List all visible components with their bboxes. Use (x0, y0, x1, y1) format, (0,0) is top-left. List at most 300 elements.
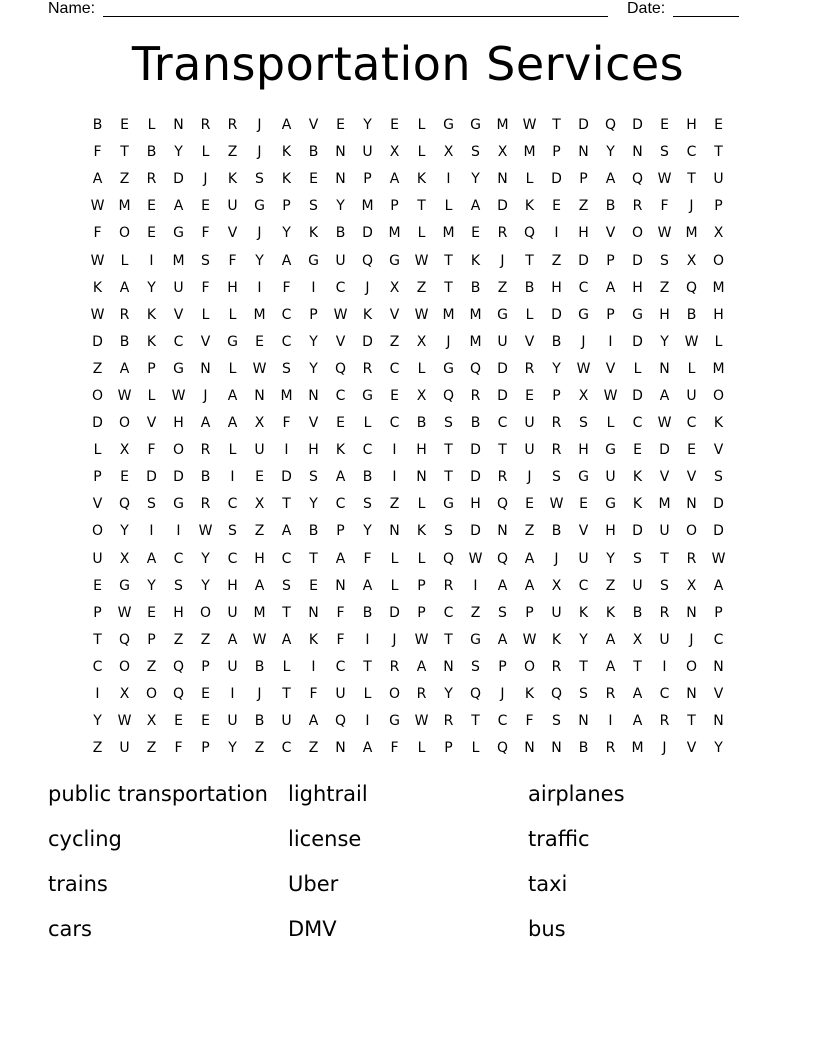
grid-letter: H (659, 306, 670, 323)
word-list-item: license (288, 827, 362, 851)
grid-letter: A (362, 577, 373, 594)
grid-letter: S (552, 469, 561, 486)
grid-letter: C (578, 577, 589, 594)
grid-letter: F (660, 198, 669, 215)
grid-letter: M (523, 144, 536, 161)
grid-letter: R (200, 117, 211, 134)
grid-letter: E (336, 117, 345, 134)
word-list-item: cycling (48, 827, 122, 851)
grid-letter: L (228, 306, 237, 323)
grid-letter: V (686, 740, 697, 757)
grid-letter: K (632, 469, 643, 486)
grid-letter: X (254, 496, 265, 513)
grid-letter: B (92, 117, 103, 134)
grid-letter: W (468, 550, 483, 567)
grid-letter: U (227, 658, 238, 675)
grid-letter: H (605, 523, 616, 540)
grid-letter: G (173, 225, 184, 242)
grid-letter: U (227, 713, 238, 730)
grid-letter: N (713, 658, 724, 675)
grid-letter: G (443, 360, 454, 377)
grid-letter: E (336, 415, 345, 432)
grid-letter: P (606, 252, 615, 269)
grid-letter: D (146, 469, 157, 486)
grid-letter: I (230, 469, 235, 486)
grid-letter: K (227, 171, 238, 188)
grid-letter: C (92, 658, 103, 675)
grid-letter: J (446, 333, 451, 350)
grid-letter: W (117, 713, 132, 730)
grid-letter: Z (389, 496, 400, 513)
grid-letter: Y (201, 550, 210, 567)
grid-letter: E (255, 333, 264, 350)
grid-letter: N (551, 740, 562, 757)
grid-letter: X (146, 713, 157, 730)
grid-letter: W (711, 550, 726, 567)
grid-row (84, 220, 732, 247)
grid-letter: A (335, 469, 346, 486)
grid-letter: M (253, 306, 266, 323)
grid-letter: Z (200, 631, 211, 648)
grid-letter: P (579, 171, 588, 188)
grid-letter: Q (550, 686, 563, 703)
grid-letter: D (551, 306, 562, 323)
grid-letter: P (309, 306, 318, 323)
grid-letter: J (257, 144, 262, 161)
grid-letter: V (605, 360, 616, 377)
grid-letter: V (659, 469, 670, 486)
grid-letter: J (203, 387, 208, 404)
grid-letter: H (254, 550, 265, 567)
grid-letter: Z (254, 740, 265, 757)
grid-row (84, 627, 732, 654)
grid-letter: A (713, 577, 724, 594)
grid-letter: T (687, 171, 696, 188)
grid-letter: F (228, 252, 237, 269)
grid-letter: T (444, 442, 453, 459)
grid-letter: D (578, 117, 589, 134)
grid-letter: H (470, 496, 481, 513)
grid-letter: N (389, 523, 400, 540)
grid-letter: B (551, 333, 562, 350)
grid-letter: N (335, 577, 346, 594)
grid-letter: T (417, 198, 426, 215)
grid-letter: M (253, 604, 266, 621)
grid-letter: O (199, 604, 212, 621)
grid-letter: W (252, 360, 267, 377)
grid-letter: D (389, 604, 400, 621)
header-line (48, 0, 748, 20)
grid-letter: C (686, 144, 697, 161)
grid-letter: S (147, 496, 156, 513)
grid-letter: U (524, 442, 535, 459)
grid-letter: Y (606, 144, 615, 161)
page-title: Transportation Services (131, 37, 685, 91)
grid-letter: P (363, 171, 372, 188)
grid-letter: K (605, 604, 616, 621)
grid-letter: H (713, 306, 724, 323)
grid-letter: B (686, 306, 697, 323)
word-list-item: DMV (288, 917, 337, 941)
grid-letter: R (659, 604, 670, 621)
grid-letter: B (551, 523, 562, 540)
grid-letter: R (470, 387, 481, 404)
grid-letter: D (497, 360, 508, 377)
grid-letter: Q (496, 496, 509, 513)
grid-letter: K (416, 523, 427, 540)
grid-letter: C (281, 550, 292, 567)
grid-row (84, 654, 732, 681)
grid-letter: T (444, 469, 453, 486)
grid-letter: P (525, 604, 534, 621)
grid-letter: T (444, 279, 453, 296)
grid-letter: P (444, 740, 453, 757)
grid-letter: W (90, 252, 105, 269)
grid-letter: A (605, 631, 616, 648)
grid-letter: I (608, 713, 613, 730)
grid-letter: G (632, 306, 643, 323)
grid-letter: P (417, 577, 426, 594)
grid-letter: V (308, 415, 319, 432)
grid-letter: G (308, 252, 319, 269)
grid-letter: U (227, 604, 238, 621)
grid-letter: U (362, 144, 373, 161)
grid-letter: B (470, 279, 481, 296)
grid-letter: E (201, 713, 210, 730)
grid-letter: X (254, 415, 265, 432)
grid-letter: W (117, 604, 132, 621)
word-list-item: taxi (528, 872, 568, 896)
grid-letter: E (552, 198, 561, 215)
grid-letter: L (390, 550, 399, 567)
grid-letter: H (551, 279, 562, 296)
grid-letter: D (632, 523, 643, 540)
grid-letter: E (390, 387, 399, 404)
grid-letter: K (362, 306, 373, 323)
grid-letter: D (470, 523, 481, 540)
grid-letter: Q (469, 360, 482, 377)
grid-letter: F (390, 740, 399, 757)
grid-letter: E (309, 577, 318, 594)
grid-letter: U (578, 550, 589, 567)
grid-letter: D (362, 225, 373, 242)
grid-letter: D (497, 198, 508, 215)
grid-letter: F (93, 225, 102, 242)
grid-letter: Y (282, 225, 291, 242)
grid-letter: T (633, 658, 642, 675)
grid-letter: T (93, 631, 102, 648)
grid-letter: O (631, 225, 644, 242)
grid-letter: I (311, 658, 316, 675)
grid-letter: S (471, 144, 480, 161)
grid-letter: T (363, 658, 372, 675)
grid-letter: D (92, 333, 103, 350)
grid-letter: C (713, 631, 724, 648)
word-list (48, 776, 768, 956)
grid-letter: F (93, 144, 102, 161)
grid-letter: S (228, 523, 237, 540)
grid-letter: K (146, 333, 157, 350)
grid-letter: A (605, 171, 616, 188)
grid-letter: D (713, 496, 724, 513)
grid-letter: W (252, 631, 267, 648)
grid-letter: J (257, 117, 262, 134)
grid-letter: D (632, 117, 643, 134)
grid-letter: Y (444, 686, 453, 703)
grid-letter: C (281, 740, 292, 757)
grid-letter: E (687, 442, 696, 459)
grid-letter: Q (334, 360, 347, 377)
grid-letter: W (522, 631, 537, 648)
grid-letter: O (685, 523, 698, 540)
grid-letter: C (335, 279, 346, 296)
grid-letter: S (363, 496, 372, 513)
grid-letter: X (119, 550, 130, 567)
grid-letter: U (686, 387, 697, 404)
grid-letter: A (362, 740, 373, 757)
grid-letter: L (687, 360, 696, 377)
grid-letter: V (524, 333, 535, 350)
grid-letter: I (473, 577, 478, 594)
grid-letter: C (335, 658, 346, 675)
grid-letter: N (686, 604, 697, 621)
grid-letter: V (389, 306, 400, 323)
grid-row (84, 166, 732, 193)
grid-letter: Q (361, 252, 374, 269)
grid-letter: Z (146, 740, 157, 757)
grid-letter: K (416, 171, 427, 188)
grid-letter: M (496, 117, 509, 134)
grid-letter: B (416, 415, 427, 432)
grid-letter: I (257, 279, 262, 296)
grid-letter: Z (551, 252, 562, 269)
grid-letter: Y (255, 252, 264, 269)
grid-letter: Y (363, 523, 372, 540)
grid-letter: G (605, 442, 616, 459)
grid-letter: L (417, 144, 426, 161)
grid-letter: A (524, 550, 535, 567)
grid-letter: M (442, 225, 455, 242)
grid-letter: N (578, 144, 589, 161)
grid-letter: I (95, 686, 100, 703)
grid-letter: F (336, 631, 345, 648)
grid-letter: Q (631, 171, 644, 188)
grid-letter: A (119, 279, 130, 296)
grid-letter: M (631, 740, 644, 757)
grid-row (84, 139, 732, 166)
grid-letter: V (308, 117, 319, 134)
grid-letter: L (417, 550, 426, 567)
grid-letter: Y (660, 333, 669, 350)
grid-letter: W (549, 496, 564, 513)
grid-row (84, 518, 732, 545)
grid-letter: A (281, 631, 292, 648)
grid-letter: E (201, 198, 210, 215)
grid-letter: W (522, 117, 537, 134)
grid-letter: I (365, 713, 370, 730)
grid-letter: Y (363, 117, 372, 134)
grid-letter: A (632, 713, 643, 730)
grid-letter: X (686, 252, 697, 269)
grid-letter: G (389, 713, 400, 730)
grid-letter: Q (604, 117, 617, 134)
grid-row (84, 573, 732, 600)
grid-letter: W (414, 631, 429, 648)
grid-letter: R (632, 198, 643, 215)
grid-letter: K (281, 171, 292, 188)
grid-letter: K (146, 306, 157, 323)
grid-letter: B (254, 713, 265, 730)
grid-letter: W (657, 171, 672, 188)
grid-letter: U (659, 631, 670, 648)
grid-letter: O (388, 686, 401, 703)
word-list-item: public transportation (48, 782, 268, 806)
grid-letter: Z (173, 631, 184, 648)
grid-letter: Y (309, 496, 318, 513)
grid-letter: T (120, 144, 129, 161)
grid-letter: U (632, 577, 643, 594)
grid-letter: E (120, 469, 129, 486)
grid-letter: A (281, 117, 292, 134)
grid-letter: R (146, 171, 157, 188)
grid-letter: K (578, 604, 589, 621)
grid-letter: A (119, 360, 130, 377)
grid-letter: Z (524, 523, 535, 540)
grid-letter: M (388, 225, 401, 242)
grid-letter: I (446, 171, 451, 188)
grid-letter: Q (172, 686, 185, 703)
grid-letter: T (498, 442, 507, 459)
grid-letter: M (361, 198, 374, 215)
grid-letter: J (689, 198, 694, 215)
grid-letter: C (362, 442, 373, 459)
grid-row (84, 600, 732, 627)
grid-letter: T (714, 144, 723, 161)
grid-letter: M (172, 252, 185, 269)
letter-grid (84, 112, 732, 762)
grid-letter: U (713, 171, 724, 188)
grid-letter: N (443, 658, 454, 675)
grid-letter: R (200, 442, 211, 459)
grid-letter: G (173, 360, 184, 377)
grid-letter: B (578, 740, 589, 757)
grid-letter: C (578, 279, 589, 296)
grid-row (84, 112, 732, 139)
grid-letter: C (335, 496, 346, 513)
grid-letter: F (147, 442, 156, 459)
grid-letter: B (605, 198, 616, 215)
grid-letter: K (632, 496, 643, 513)
grid-letter: D (551, 171, 562, 188)
grid-letter: Q (685, 279, 698, 296)
grid-letter: A (497, 631, 508, 648)
grid-letter: U (335, 686, 346, 703)
grid-letter: I (365, 631, 370, 648)
grid-letter: K (281, 144, 292, 161)
grid-letter: D (362, 333, 373, 350)
grid-letter: O (91, 387, 104, 404)
grid-letter: J (365, 279, 370, 296)
grid-letter: N (497, 171, 508, 188)
grid-letter: I (149, 252, 154, 269)
grid-letter: S (714, 469, 723, 486)
grid-letter: J (203, 171, 208, 188)
grid-letter: I (176, 523, 181, 540)
grid-letter: W (414, 252, 429, 269)
grid-letter: O (145, 686, 158, 703)
grid-letter: T (579, 658, 588, 675)
grid-letter: A (173, 198, 184, 215)
grid-letter: M (658, 496, 671, 513)
grid-letter: B (200, 469, 211, 486)
grid-letter: R (200, 496, 211, 513)
grid-row (84, 329, 732, 356)
grid-letter: N (524, 740, 535, 757)
grid-letter: P (93, 604, 102, 621)
grid-letter: Q (496, 550, 509, 567)
grid-letter: G (470, 117, 481, 134)
grid-letter: R (686, 550, 697, 567)
grid-letter: V (173, 306, 184, 323)
grid-letter: P (714, 604, 723, 621)
grid-letter: X (389, 279, 400, 296)
grid-letter: D (632, 387, 643, 404)
grid-letter: O (91, 523, 104, 540)
grid-letter: L (525, 171, 534, 188)
grid-letter: A (389, 171, 400, 188)
grid-letter: D (470, 469, 481, 486)
grid-letter: L (417, 496, 426, 513)
grid-letter: G (578, 469, 589, 486)
grid-letter: U (173, 279, 184, 296)
grid-letter: Z (497, 279, 508, 296)
grid-letter: X (713, 225, 724, 242)
grid-letter: P (714, 198, 723, 215)
grid-letter: Z (578, 198, 589, 215)
grid-letter: Y (120, 523, 129, 540)
grid-letter: Z (470, 604, 481, 621)
grid-row (84, 247, 732, 274)
grid-letter: C (335, 387, 346, 404)
grid-letter: A (146, 550, 157, 567)
grid-letter: R (659, 713, 670, 730)
word-list-item: lightrail (288, 782, 368, 806)
grid-letter: G (443, 496, 454, 513)
grid-letter: F (525, 713, 534, 730)
grid-letter: L (363, 415, 372, 432)
grid-letter: P (336, 523, 345, 540)
grid-letter: L (201, 144, 210, 161)
grid-letter: S (579, 686, 588, 703)
grid-letter: R (524, 360, 535, 377)
grid-letter: D (92, 415, 103, 432)
grid-letter: C (281, 333, 292, 350)
grid-letter: L (444, 198, 453, 215)
grid-letter: I (392, 469, 397, 486)
grid-letter: F (201, 279, 210, 296)
grid-letter: H (173, 415, 184, 432)
grid-letter: Q (172, 658, 185, 675)
grid-letter: Q (442, 387, 455, 404)
grid-letter: X (578, 387, 589, 404)
grid-letter: P (282, 198, 291, 215)
grid-letter: C (443, 604, 454, 621)
grid-letter: O (118, 658, 131, 675)
grid-letter: X (551, 577, 562, 594)
grid-letter: A (227, 387, 238, 404)
grid-letter: J (527, 469, 532, 486)
grid-letter: A (659, 387, 670, 404)
